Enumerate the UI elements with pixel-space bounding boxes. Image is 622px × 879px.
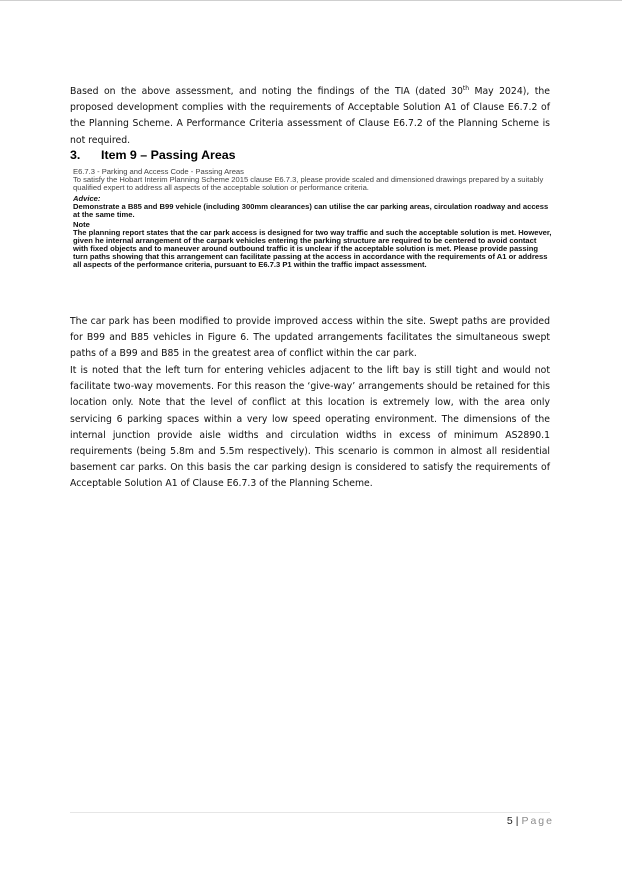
page-label: Page	[521, 815, 554, 827]
excerpt-advice: Demonstrate a B85 and B99 vehicle (including 300mm clearances) can utilise the car parking areas, circulation roadway and access at the same time.	[73, 201, 549, 220]
section-number: 3.	[70, 148, 81, 162]
excerpt-advice-label: Advice:	[73, 193, 101, 203]
footer-separator: |	[515, 815, 519, 827]
excerpt-title: E6.7.3 - Parking and Access Code - Passing Areas	[73, 167, 244, 176]
page-number: 5	[506, 815, 513, 827]
ordinal-superscript: th	[462, 84, 470, 92]
footer-divider	[70, 812, 550, 813]
excerpt-note: The planning report states that the car park access is designed for two way traffic and such the acceptable solution is met. However, given he internal arrangement of the carpark vehicles entering the parking structure are required to be centered to avoid contact with fixed objects and to maneuver around outbound traffic it is unclear if the acceptable solution is met. Please provide passing turn paths showing that this arrangement can facilitate passing at the access in accordance with the requirements of A1 or address all aspects of the performance criteria, pursuant to E6.7.3 P1 within the traffic impact assessment.	[73, 228, 552, 269]
section-heading	[70, 148, 236, 162]
paragraph-left-turn-assessment: It is noted that the left turn for entering vehicles adjacent to the lift bay is still tight and would not facilitate two-way movements. For this reason the ‘give-way’ arrangements should be retained for this location only. Note that the level of conflict at this location is extremely low, with the area only servicing 6 parking spaces within a very low speed operating environment. The dimensions of the internal junction provide aisle widths and circulation widths in excess of minimum AS2890.1 requirements (being 5.8m and 5.5m respectively). This scenario is common in almost all residential basement car parks. On this basis the car parking design is considered to satisfy the requirements of Acceptable Solution A1 of Clause E6.7.3 of the Planning Scheme.	[70, 365, 550, 490]
paragraph-swept-paths: The car park has been modified to provide improved access within the site. Swept paths are provided for B99 and B85 vehicles in Figure 6. The updated arrangements facilitates the simultaneous swept paths of a B99 and B85 in the greatest area of conflict within the car park.	[70, 316, 550, 360]
page-footer	[494, 815, 554, 827]
section-title: Item 9 – Passing Areas	[101, 148, 236, 162]
paragraph-assessment-conclusion	[70, 84, 550, 149]
paragraph-text-continued: May 2024), the proposed development complies with the requirements of Acceptable Solution A1 of Clause E6.7.2 of the Planning Scheme. A Performance Criteria assessment of Clause E6.7.2 of the Planning Scheme is not required.	[70, 86, 550, 146]
excerpt-note-label: Note	[73, 220, 90, 230]
paragraph-text: Based on the above assessment, and noting the findings of the TIA (dated 30	[70, 86, 463, 97]
page-top-border	[0, 0, 622, 1]
council-request-excerpt	[73, 168, 553, 269]
excerpt-intro: To satisfy the Hobart Interim Planning Scheme 2015 clause E6.7.3, please provide scaled and dimensioned drawings prepared by a suitably qualified expert to address all aspects of the acceptable solution or performance criteria.	[73, 175, 544, 193]
